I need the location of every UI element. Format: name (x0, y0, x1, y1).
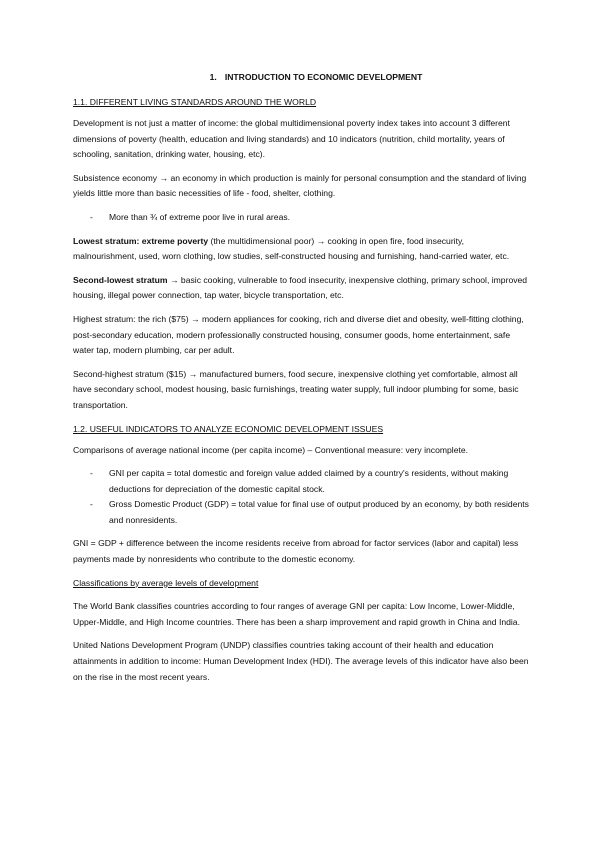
section-heading-1-2: 1.2. USEFUL INDICATORS TO ANALYZE ECONOMIC DEVELOPMENT ISSUES (73, 423, 384, 434)
paragraph-world-bank: The World Bank classifies countries according to four ranges of average GNI per capita: Low Income, Lower-Middle, Upper-Middle, and High Income countries. There has been a sharp improvement and rapid growth in China and India. (73, 601, 520, 627)
list-item-gdp: - Gross Domestic Product (GDP) = total value for final use of output produced by an economy, by both residents and nonresidents. (73, 497, 529, 528)
paragraph-highest-stratum: Highest stratum: the rich ($75) → modern appliances for cooking, rich and diverse diet and obesity, well-fitting clothing, post-secondary education, modern professionally constructed housing, consumer goods, home entertainment, safe water tap, modern plumbing, car per adult. (73, 313, 524, 356)
page-title (73, 70, 529, 85)
paragraph-lowest-stratum (73, 234, 529, 265)
paragraph-second-highest-stratum: Second-highest stratum ($15) → manufactured burners, food secure, inexpensive clothing yet comfortable, almost all have secondary school, modest housing, basic furnishings, treating water supply, full indoor plumbing for some, basic transportation. (73, 368, 519, 410)
title-text: INTRODUCTION TO ECONOMIC DEVELOPMENT (224, 72, 423, 82)
second-lowest-stratum-label: Second-lowest stratum (73, 274, 168, 285)
section-heading-1-1: 1.1. DIFFERENT LIVING STANDARDS AROUND THE WORLD (73, 97, 317, 107)
second-lowest-stratum-text: → basic cooking, vulnerable to food insecurity, inexpensive clothing, primary school, improved housing, illegal power connection, tap water, bicycle transportation, etc. (73, 274, 528, 301)
bullet-list-rural (73, 210, 529, 226)
paragraph-mpi: Development is not just a matter of income: the global multidimensional poverty index takes into account 3 different dimensions of poverty (health, education and living standards) and 10 indicators (nutrition, child mortality, years of schooling, sanitation, drinking water, housing, etc). (73, 118, 510, 160)
subheading-classifications: Classifications by average levels of development (73, 577, 259, 588)
title-number: 1. (209, 72, 217, 82)
paragraph-average-income: Comparisons of average national income (per capita income) – Conventional measure: very incomplete. (73, 444, 469, 455)
document-body (73, 70, 529, 693)
lowest-stratum-label: Lowest stratum: extreme poverty (73, 235, 209, 246)
bullet-list-indicators (73, 466, 529, 528)
paragraph-gni-formula: GNI = GDP + difference between the income residents receive from abroad for factor services (labor and capital) less payments made by nonresidents who contribute to the domestic economy. (73, 538, 519, 565)
list-item: - More than ¾ of extreme poor live in rural areas. (73, 210, 529, 226)
lowest-stratum-text: (the multidimensional poor) → cooking in open fire, food insecurity, malnourishment, used, worn clothing, low studies, self-constructed housing and furnishing, hand-carried water, etc. (73, 235, 510, 262)
list-item-gni: - GNI per capita = total domestic and foreign value added claimed by a country's residents, without making deductions for depreciation of the domestic capital stock. (73, 466, 529, 497)
paragraph-subsistence: Subsistence economy → an economy in which production is mainly for personal consumption and the standard of living yields little more than basic necessities of life - food, shelter, clothing. (73, 172, 527, 199)
paragraph-undp: United Nations Development Program (UNDP) classifies countries taking account of their health and education attainments in addition to income: Human Development Index (HDI). The average levels of this indicator have also been on the rise in the most recent years. (73, 640, 529, 682)
paragraph-second-lowest-stratum (73, 273, 529, 304)
